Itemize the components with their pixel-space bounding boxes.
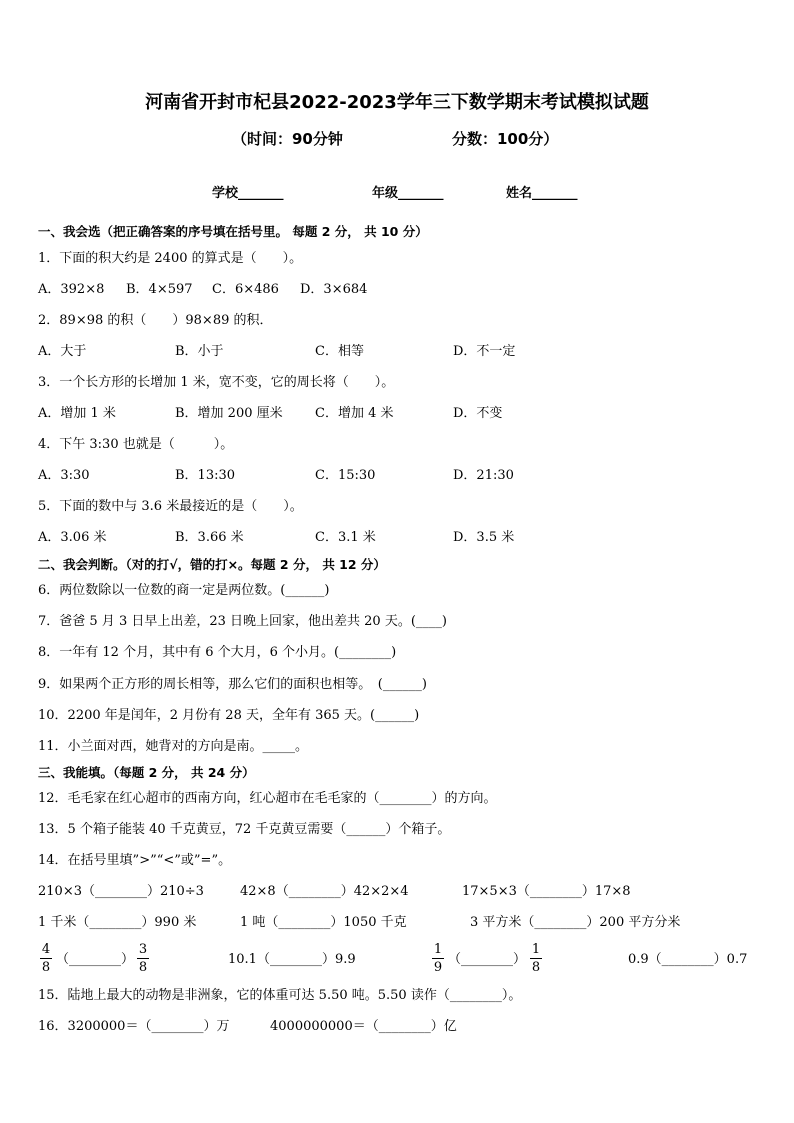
section-heading-choice: 一、我会选（把正确答案的序号填在括号里。 每题 2 分， 共 10 分） [38, 224, 428, 239]
q4-option-d: D．21:30 [453, 468, 514, 483]
q2-option-c: C．相等 [315, 344, 364, 359]
q1-option-d: D．3×684 [300, 282, 368, 297]
fraction-bar [432, 958, 444, 959]
exam-title: 河南省开封市杞县2022-2023学年三下数学期末考试模拟试题 [145, 92, 649, 113]
compare-item: 42×8（________）42×2×4 [240, 884, 409, 899]
question-10: 10．2200 年是闰年，2 月份有 28 天，全年有 365 天。(______) [38, 708, 420, 723]
compare-item: 17×5×3（________）17×8 [462, 884, 631, 899]
compare-blank: （________） [56, 952, 135, 967]
fraction-numerator: 3 [138, 942, 148, 957]
question-7: 7．爸爸 5 月 3 日早上出差，23 日晚上回家，他出差共 20 天。(____) [38, 614, 447, 629]
compare-item: 1 吨（________）1050 千克 [240, 915, 407, 930]
question-13: 13．5 个箱子能装 40 千克黄豆，72 千克黄豆需要（______）个箱子。 [38, 822, 451, 837]
section-heading-judge: 二、我会判断。（对的打√，错的打×。每题 2 分， 共 12 分） [38, 557, 386, 572]
fraction-denominator: 9 [433, 960, 443, 975]
question-4: 4．下午 3:30 也就是（ ）。 [38, 437, 234, 452]
name-field: 姓名_______ [506, 186, 578, 201]
fraction-denominator: 8 [531, 960, 541, 975]
fraction-numerator: 1 [433, 942, 443, 957]
question-5: 5．下面的数中与 3.6 米最接近的是（ ）。 [38, 499, 303, 514]
exam-score: 分数：100分） [452, 130, 559, 148]
q4-option-c: C．15:30 [315, 468, 376, 483]
fraction-numerator: 4 [41, 942, 51, 957]
school-field: 学校_______ [212, 186, 284, 201]
fraction-numerator: 1 [531, 942, 541, 957]
exam-time: （时间：90分钟 [232, 130, 343, 148]
q3-option-a: A．增加 1 米 [38, 406, 116, 421]
q5-option-a: A．3.06 米 [38, 530, 107, 545]
fraction-denominator: 8 [41, 960, 51, 975]
compare-item: 3 平方米（________）200 平方分米 [470, 915, 681, 930]
q5-option-d: D．3.5 米 [453, 530, 515, 545]
q2-option-b: B．小于 [175, 344, 224, 359]
fraction-one-ninth [432, 942, 444, 975]
q3-option-b: B．增加 200 厘米 [175, 406, 283, 421]
question-16-part-b: 4000000000＝（________）亿 [270, 1019, 457, 1034]
q1-option-a: A．392×8 [38, 282, 105, 297]
question-15: 15．陆地上最大的动物是非洲象，它的体重可达 5.50 吨。5.50 读作（________）。 [38, 988, 522, 1003]
fraction-one-eighth [530, 942, 542, 975]
question-8: 8．一年有 12 个月，其中有 6 个大月，6 个小月。(________) [38, 645, 397, 660]
q4-option-b: B．13:30 [175, 468, 236, 483]
q3-option-d: D．不变 [453, 406, 503, 421]
compare-item: 1 千米（________）990 米 [38, 915, 197, 930]
compare-item: 10.1（________）9.9 [228, 952, 356, 967]
fraction-four-eighths [40, 942, 52, 975]
question-1: 1．下面的积大约是 2400 的算式是（ ）。 [38, 251, 303, 266]
q2-option-d: D．不一定 [453, 344, 516, 359]
fraction-bar [137, 958, 149, 959]
question-12: 12．毛毛家在红心超市的西南方向，红心超市在毛毛家的（________）的方向。 [38, 791, 497, 806]
q2-option-a: A．大于 [38, 344, 87, 359]
question-2: 2．89×98 的积（ ）98×89 的积． [38, 313, 273, 328]
compare-item: 210×3（________）210÷3 [38, 884, 204, 899]
question-9: 9．如果两个正方形的周长相等，那么它们的面积也相等。 (______) [38, 677, 427, 692]
q5-option-c: C．3.1 米 [315, 530, 376, 545]
grade-field: 年级_______ [372, 186, 444, 201]
q1-option-b: B．4×597 [126, 282, 193, 297]
q4-option-a: A．3:30 [38, 468, 90, 483]
fraction-denominator: 8 [138, 960, 148, 975]
question-6: 6．两位数除以一位数的商一定是两位数。(______) [38, 583, 330, 598]
q5-option-b: B．3.66 米 [175, 530, 244, 545]
question-16-part-a: 16．3200000＝（________）万 [38, 1019, 230, 1034]
question-11: 11．小兰面对西，她背对的方向是南。_____。 [38, 739, 309, 754]
q1-option-c: C．6×486 [212, 282, 279, 297]
question-3: 3．一个长方形的长增加 1 米，宽不变，它的周长将（ ）。 [38, 375, 395, 390]
fraction-three-eighths [137, 942, 149, 975]
section-heading-fill: 三、我能填。（每题 2 分， 共 24 分） [38, 765, 255, 780]
q3-option-c: C．增加 4 米 [315, 406, 394, 421]
fraction-bar [530, 958, 542, 959]
compare-blank: （________） [448, 952, 527, 967]
compare-item: 0.9（________）0.7 [628, 952, 748, 967]
fraction-bar [40, 958, 52, 959]
question-14: 14．在括号里填”>”“<”或”=”。 [38, 853, 232, 868]
